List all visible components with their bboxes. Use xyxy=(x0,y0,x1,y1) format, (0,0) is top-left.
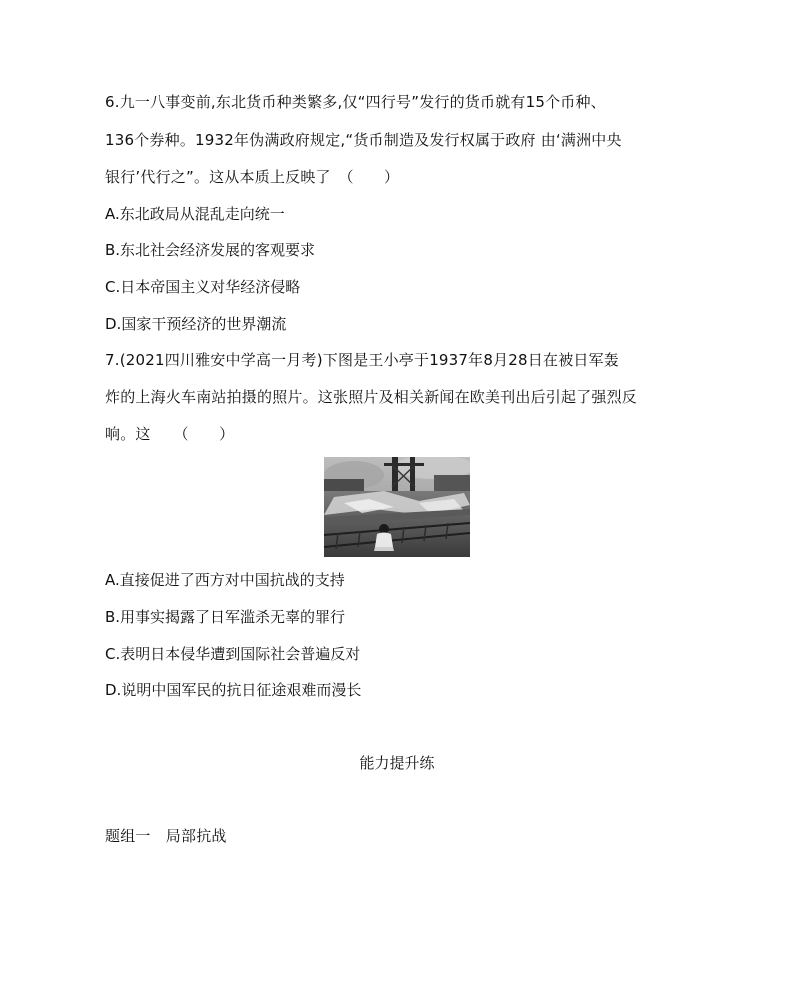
q6-option-d: D.国家干预经济的世界潮流 xyxy=(105,315,287,333)
q6-option-b: B.东北社会经济发展的客观要求 xyxy=(105,241,316,259)
q7-stem-line-1: 7.(2021四川雅安中学高一月考)下图是王小亭于1937年8月28日在被日军轰 xyxy=(105,351,619,369)
q6-option-a: A.东北政局从混乱走向统一 xyxy=(105,205,285,223)
q7-option-c: C.表明日本侵华遭到国际社会普遍反对 xyxy=(105,645,361,663)
q7-photo xyxy=(324,457,470,557)
q7-option-b: B.用事实揭露了日军滥杀无辜的罪行 xyxy=(105,608,346,626)
section-title: 能力提升练 xyxy=(359,754,435,772)
q6-stem-line-2: 136个券种。1932年伪满政府规定,“货币制造及发行权属于政府 由‘满洲中央 xyxy=(105,131,622,149)
q7-stem-line-2: 炸的上海火车南站拍摄的照片。这张照片及相关新闻在欧美刊出后引起了强烈反 xyxy=(105,388,638,406)
q7-option-d: D.说明中国军民的抗日征途艰难而漫长 xyxy=(105,681,362,699)
q6-stem-line-3: 银行’代行之”。这从本质上反映了 （ ） xyxy=(105,168,400,186)
q7-stem-line-3: 响。这 （ ） xyxy=(105,425,235,443)
q6-option-c: C.日本帝国主义对华经济侵略 xyxy=(105,278,301,296)
bombed-station-photo xyxy=(324,457,470,557)
q7-option-a: A.直接促进了西方对中国抗战的支持 xyxy=(105,571,345,589)
group-title: 题组一 局部抗战 xyxy=(105,827,227,845)
q6-stem-line-1: 6.九一八事变前,东北货币种类繁多,仅“四行号”发行的货币就有15个币种、 xyxy=(105,93,606,111)
